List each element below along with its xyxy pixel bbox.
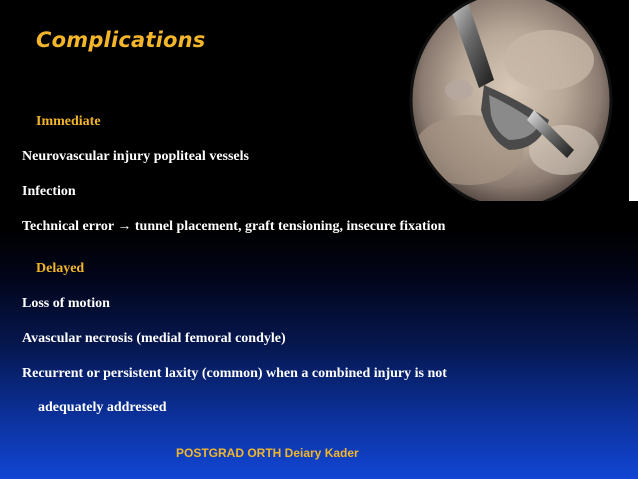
list-item: Technical error → tunnel placement, graft tensioning, insecure fixation — [22, 219, 446, 234]
arthroscopy-image — [399, 0, 629, 201]
slide-title: Complications — [36, 28, 206, 52]
list-item: Avascular necrosis (medial femoral condyle) — [22, 331, 286, 346]
arthroscopy-image-frame — [399, 0, 638, 201]
list-item: Neurovascular injury popliteal vessels — [22, 149, 249, 164]
footer-credit: POSTGRAD ORTH Deiary Kader — [176, 446, 359, 460]
list-item-recurrent-line1: Recurrent or persistent laxity (common) when a combined injury is not — [22, 366, 447, 381]
list-item: Infection — [22, 184, 76, 199]
list-item-recurrent-line2: adequately addressed — [38, 400, 167, 415]
immediate-heading: Immediate — [36, 114, 101, 129]
list-item: Loss of motion — [22, 296, 110, 311]
delayed-heading: Delayed — [36, 261, 85, 276]
